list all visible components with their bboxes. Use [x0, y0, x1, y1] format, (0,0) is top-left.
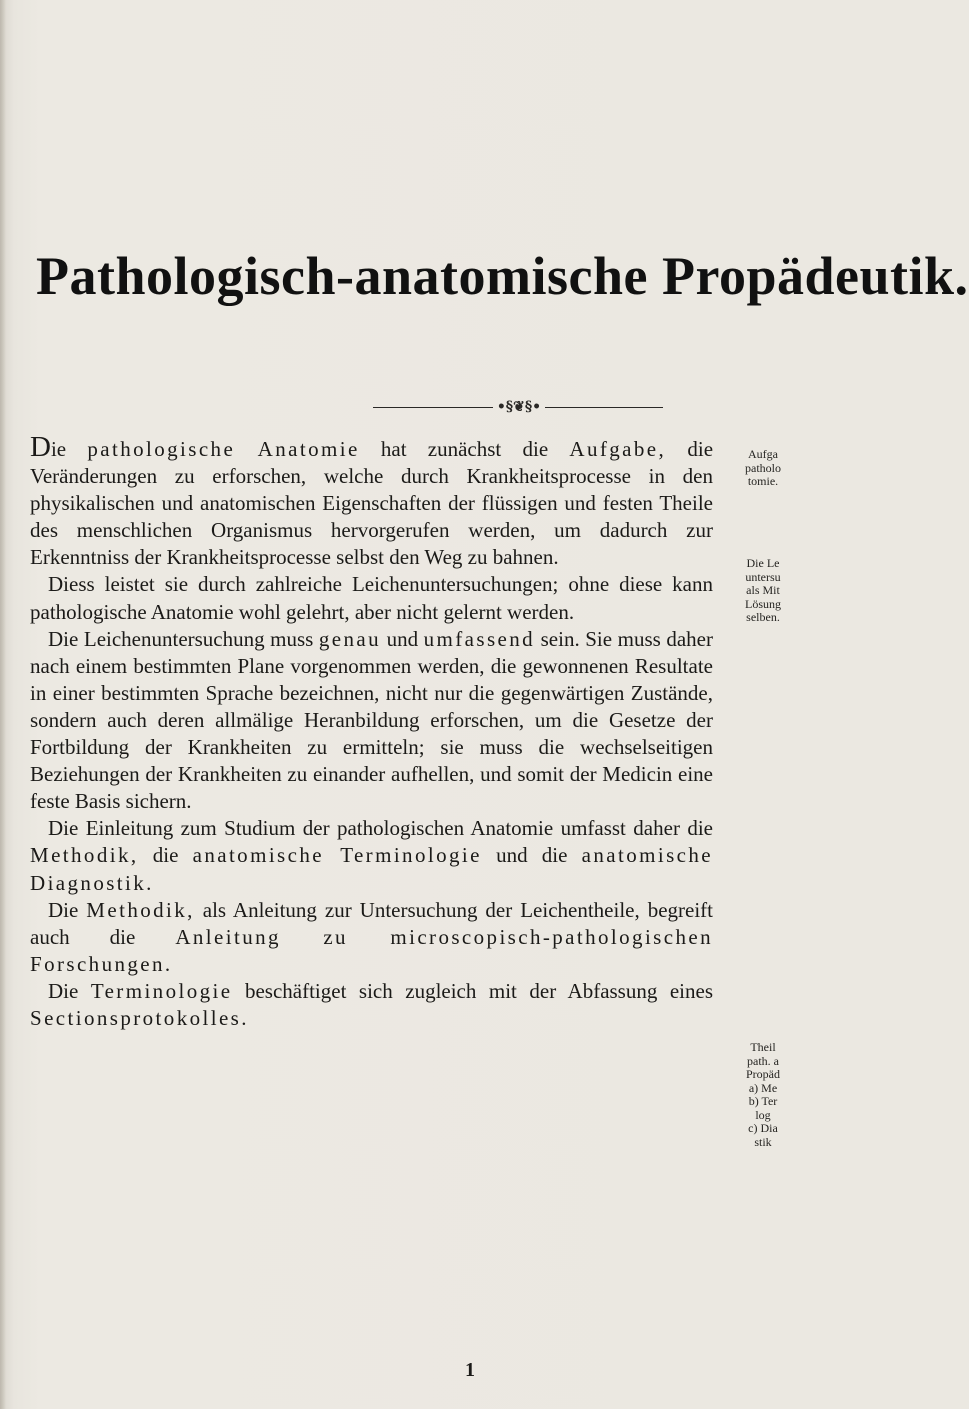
drop-capital: D [30, 431, 51, 463]
ornament-rule-right [545, 407, 663, 408]
paragraph-3-emphasis-2: umfassend [423, 626, 536, 651]
paragraph-4-emphasis: Methodik, [30, 843, 139, 868]
paragraph-4-mid-2: und die [496, 843, 568, 868]
margin-note-line: path. a [747, 1053, 779, 1068]
margin-note-line: tomie. [747, 474, 779, 488]
ornament-rule-left [373, 407, 493, 408]
paragraph-1 [30, 431, 714, 571]
margin-note-line: b) Ter [748, 1094, 778, 1108]
margin-note-line: untersu [745, 569, 781, 584]
paragraph-5-mid: als Anleitung zur Untersuchung der Leichentheile, begreift auch die [30, 897, 713, 949]
margin-note-line: Aufga [748, 447, 778, 461]
page-number: 1 [465, 1359, 475, 1381]
margin-note-3 [728, 1041, 798, 1149]
paragraph-6-emphasis: Terminologie [90, 978, 233, 1003]
margin-note-2 [728, 557, 798, 625]
paragraph-4-mid: die [152, 843, 179, 868]
ornament-glyph: •§❦§• [496, 399, 542, 415]
paragraph-5 [30, 897, 713, 978]
paragraph-6-emphasis-2: Sectionsprotokolles. [30, 1005, 249, 1030]
paragraph-1-emphasis: pathologische Anatomie [87, 437, 360, 461]
margin-note-line: Lösung [745, 596, 781, 611]
paragraph-4-emphasis-2: anatomische Terminologie [192, 843, 482, 868]
paragraph-3-emphasis: genau [318, 626, 382, 651]
paragraph-3-mid: und [386, 626, 419, 651]
paragraph-5-emphasis: Methodik, [86, 897, 195, 922]
body-text [30, 431, 714, 1032]
paragraph-3 [30, 626, 713, 816]
paragraph-3-lead: Die Leichenuntersuchung muss [48, 626, 314, 651]
margin-note-1 [728, 448, 798, 489]
paragraph-5-lead: Die [48, 897, 79, 922]
margin-note-line: c) Dia [748, 1121, 778, 1135]
margin-note-line: als Mit [746, 583, 780, 597]
margin-note-line: log [755, 1107, 771, 1122]
paragraph-5-emphasis-2: Anleitung zu microscopisch-pathologischen Forschungen. [30, 924, 713, 976]
paragraph-3-tail: sein. Sie muss daher nach einem bestimmten Plane vorgenommen werden, die gewonnenen Resultate in einer bestimmten Sprache bezeichnen, nicht nur die gegenwärtigen Zustände, sondern auch deren allmälige Heranbildung erforschen, um die Gesetze der Fortbildung der Krankheiten zu ermitteln; sie muss die wechselseitigen Beziehungen der Krankheiten zu einander aufhellen, und somit der Medicin eine feste Basis sichern. [30, 626, 713, 814]
paragraph-1-lead: ie [50, 437, 67, 461]
paragraph-4 [30, 815, 713, 896]
margin-note-line: Die Le [746, 556, 780, 570]
paragraph-6-lead: Die [48, 978, 79, 1003]
margin-note-line: patholo [745, 460, 781, 475]
paragraph-6-mid: beschäftiget sich zugleich mit der Abfassung eines [244, 978, 713, 1003]
paragraph-4-lead: Die Einleitung zum Studium der pathologischen Anatomie umfasst daher die [48, 816, 713, 841]
paragraph-1-tail: die Veränderungen zu erforschen, welche durch Krankheitsprocesse in den physikalischen und anatomischen Eigenschaften der flüssigen und festen Theile des menschlichen Organismus hervorgerufen werden, um dadurch zur Erkenntniss der Krankheitsprocesse selbst den Weg zu bahnen. [30, 437, 714, 570]
margin-note-line: a) Me [748, 1080, 778, 1095]
paragraph-1-emphasis-2: Aufgabe, [569, 437, 667, 461]
gutter-shadow [0, 0, 6, 1409]
margin-note-line: Propäd [746, 1067, 780, 1081]
chapter-title: Pathologisch-anatomische Propädeutik. [36, 246, 969, 306]
paragraph-2-text: Diess leistet sie durch zahlreiche Leichenuntersuchungen; ohne diese kann pathologische Anatomie wohl gelehrt, aber nicht gelernt werden. [30, 572, 713, 624]
paragraph-6 [30, 978, 713, 1032]
title-ornament [373, 398, 673, 416]
paragraph-4-emphasis-3: anatomische Diagnostik. [30, 843, 714, 895]
margin-note-line: Theil [750, 1040, 776, 1054]
margin-note-line: selben. [746, 610, 780, 624]
paragraph-2 [30, 571, 713, 625]
margin-note-line: stik [754, 1134, 772, 1149]
paragraph-1-text: hat zunächst die [380, 437, 549, 461]
